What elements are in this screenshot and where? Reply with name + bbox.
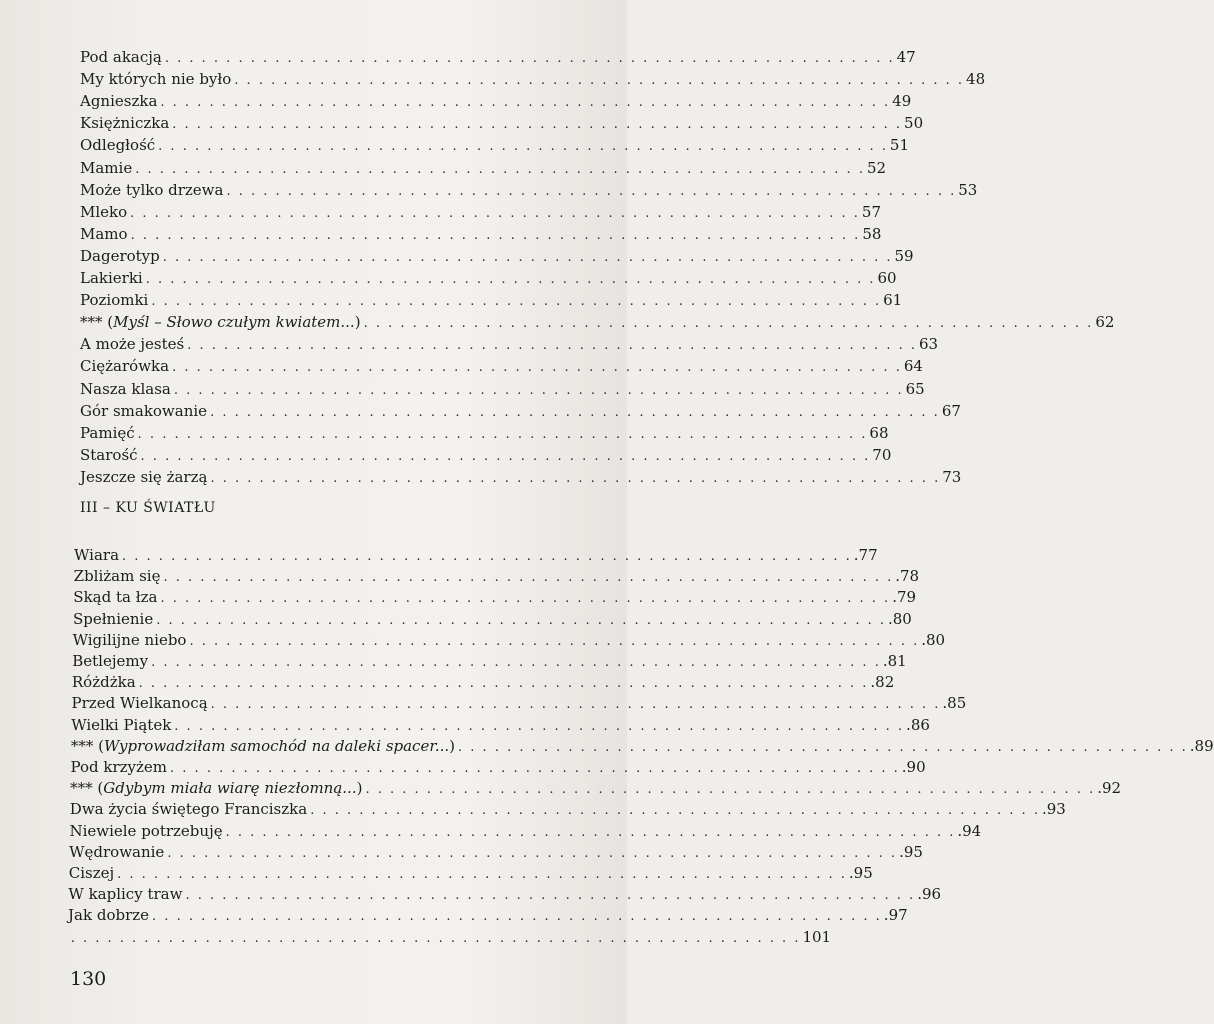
dot-leader: . . . . . . . . . . . . . . . . . . . . . . . . . . . . . . . . . . . . . . . . . . . . . . . . . . . . . . . . . . . .	[458, 739, 1188, 755]
toc-entry	[80, 180, 978, 202]
toc-entry-page: .80	[921, 630, 946, 649]
toc-entry	[80, 445, 892, 467]
toc-entry-title: Niewiele potrzebuję	[69, 821, 223, 840]
toc-entry	[71, 715, 930, 737]
dot-leader: . . . . . . . . . . . . . . . . . . . . . . . . . . . . . . . . . . . . . . . . . . . . . . . . . . . . . . . . . . . .	[210, 697, 941, 713]
toc-entry-title: Różdżka	[71, 673, 136, 692]
toc-entry-page: 63	[918, 335, 939, 354]
toc-entry-page: 61	[883, 291, 903, 310]
toc-entry	[72, 609, 912, 631]
toc-entry-page: 67	[941, 401, 961, 420]
toc-entry	[73, 566, 920, 588]
toc-entry-title	[70, 778, 365, 798]
toc-entry-title: Dwa życia świętego Franciszka	[69, 800, 308, 819]
toc-entry	[74, 545, 878, 567]
toc-entry-page: 48	[966, 70, 986, 89]
toc-entry-title: Odległość	[80, 136, 156, 155]
toc-entry	[71, 672, 895, 694]
toc-entry	[70, 757, 926, 779]
toc-entry-prefix: *** (	[70, 736, 104, 755]
toc-entry-title: Ciężarówka	[80, 357, 170, 376]
toc-entry-title: Zbliżam się	[73, 567, 161, 586]
toc-entry	[69, 842, 923, 864]
toc-entry-page: 65	[905, 379, 925, 398]
dot-leader: . . . . . . . . . . . . . . . . . . . . . . . . . . . . . . . . . . . . . . . . . . . . . . . . . . . . . . . . . . . .	[160, 591, 891, 607]
dot-leader: . . . . . . . . . . . . . . . . . . . . . . . . . . . . . . . . . . . . . . . . . . . . . . . . . . . . . . . . . . . .	[172, 117, 903, 133]
toc-entry-title: Mamo	[80, 224, 128, 243]
toc-entry-page: .80	[887, 609, 912, 628]
toc-entry-page: 57	[861, 202, 881, 221]
toc-entry-page: 49	[892, 92, 912, 111]
dot-leader: . . . . . . . . . . . . . . . . . . . . . . . . . . . . . . . . . . . . . . . . . . . . . . . . . . . . . . . . . . . .	[138, 676, 869, 692]
toc-entry-italic: Myśl – Słowo czułym kwiatem...	[113, 313, 355, 332]
dot-leader: . . . . . . . . . . . . . . . . . . . . . . . . . . . . . . . . . . . . . . . . . . . . . . . . . . . . . . . . . . . .	[234, 73, 965, 89]
toc-entry-page: .96	[917, 885, 942, 904]
toc-entry-page: 52	[866, 158, 887, 177]
toc-entry-title: Wielki Piątek	[71, 715, 172, 734]
toc-entry-suffix: )	[449, 736, 456, 755]
toc-entry	[80, 158, 887, 180]
dot-leader: . . . . . . . . . . . . . . . . . . . . . . . . . . . . . . . . . . . . . . . . . . . . . . . . . . . . . . . . . . . .	[173, 382, 904, 398]
dot-leader: . . . . . . . . . . . . . . . . . . . . . . . . . . . . . . . . . . . . . . . . . . . . . . . . . . . . . . . . . . . .	[130, 227, 861, 243]
dot-leader: . . . . . . . . . . . . . . . . . . . . . . . . . . . . . . . . . . . . . . . . . . . . . . . . . . . . . . . . . . . .	[156, 612, 886, 628]
dot-leader: . . . . . . . . . . . . . . . . . . . . . . . . . . . . . . . . . . . . . . . . . . . . . . . . . . . . . . . . . . . .	[189, 633, 920, 649]
toc-entry	[80, 268, 897, 290]
toc-entry-page: .94	[957, 821, 982, 840]
dot-leader: . . . . . . . . . . . . . . . . . . . . . . . . . . . . . . . . . . . . . . . . . . . . . . . . . . . . . . . . . . . .	[363, 316, 1094, 332]
toc-entry-page: .79	[892, 588, 917, 607]
toc-entry-page: .95	[848, 864, 873, 882]
toc-entry-page: 51	[889, 136, 910, 155]
toc-entry-title: My których nie było	[80, 70, 232, 89]
toc-entry-page: 101	[802, 927, 832, 946]
toc-entry	[68, 927, 832, 949]
toc-entry-title: Jeszcze się żarzą	[80, 467, 208, 486]
toc-entry-page: 47	[896, 48, 916, 66]
toc-entry	[80, 334, 939, 356]
toc-entry	[80, 356, 923, 378]
toc-entry-page: 60	[877, 269, 897, 287]
dot-leader: . . . . . . . . . . . . . . . . . . . . . . . . . . . . . . . . . . . . . . . . . . . . . . . . . . . . . . . . . . . .	[162, 249, 893, 265]
toc-entry-italic: Wyprowadziłam samochód na daleki spacer...	[103, 736, 450, 755]
toc-entry-title: Wiara	[74, 546, 120, 564]
dot-leader: . . . . . . . . . . . . . . . . . . . . . . . . . . . . . . . . . . . . . . . . . . . . . . . . . . . . . . . . . . . .	[172, 360, 902, 376]
toc-entry-page: .81	[882, 652, 907, 670]
toc-entry-title: Skąd ta łza	[73, 588, 158, 607]
dot-leader: . . . . . . . . . . . . . . . . . . . . . . . . . . . . . . . . . . . . . . . . . . . . . . . . . . . . . . . . . . . .	[135, 161, 865, 177]
toc-entry-page: .90	[901, 758, 926, 776]
toc-entry	[80, 135, 910, 157]
dot-leader: . . . . . . . . . . . . . . . . . . . . . . . . . . . . . . . . . . . . . . . . . . . . . . . . . . . . . . . . . . . .	[210, 404, 940, 420]
toc-entry-title	[71, 736, 458, 756]
toc-entry-suffix: )	[356, 779, 363, 798]
toc-entry	[80, 91, 912, 113]
toc-entry-page: .85	[942, 694, 967, 713]
dot-leader: . . . . . . . . . . . . . . . . . . . . . . . . . . . . . . . . . . . . . . . . . . . . . . . . . . . . . . . . . . . .	[130, 205, 860, 221]
toc-entry	[80, 202, 881, 224]
toc-entry	[80, 47, 916, 69]
toc-entry	[80, 467, 962, 489]
toc-entry	[80, 224, 882, 246]
toc-entry	[68, 863, 873, 885]
toc-entry-title: A może jesteś	[80, 335, 185, 354]
dot-leader: . . . . . . . . . . . . . . . . . . . . . . . . . . . . . . . . . . . . . . . . . . . . . . . . . . . . . . . . . . . .	[310, 803, 1040, 819]
toc-entry-title: W kaplicy traw	[68, 885, 183, 904]
toc-entry-page: 73	[942, 467, 962, 486]
toc-entry-title	[80, 312, 364, 332]
page-number: 130	[70, 968, 107, 990]
toc-entry-title: Lakierki	[80, 269, 143, 287]
toc-entry-page: .77	[853, 546, 878, 564]
toc-entry-prefix: *** (	[80, 313, 114, 332]
toc-entry-page: 70	[872, 445, 892, 464]
toc-entry	[80, 401, 961, 423]
toc-entry-italic: Gdybym miała wiarę niezłomną...	[103, 779, 357, 798]
toc-entry-title: Wędrowanie	[69, 842, 165, 861]
toc-entry-suffix: )	[354, 313, 361, 332]
toc-entry-page: .89	[1189, 736, 1214, 755]
toc-entry-title: Mleko	[80, 202, 128, 221]
toc-entry-title: Wigilijne niebo	[72, 630, 187, 649]
toc-entry-title: Starość	[80, 445, 138, 464]
toc-entry-title: Spełnienie	[72, 609, 154, 628]
toc-entry	[70, 778, 1122, 800]
toc-entry-page: .97	[883, 906, 908, 925]
toc-entry	[80, 290, 903, 312]
toc-entry	[80, 423, 889, 445]
dot-leader: . . . . . . . . . . . . . . . . . . . . . . . . . . . . . . . . . . . . . . . . . . . . . . . . . . . . . . . . . . . .	[145, 272, 876, 287]
dot-leader: . . . . . . . . . . . . . . . . . . . . . . . . . . . . . . . . . . . . . . . . . . . . . . . . . . . . . . . . . . . .	[152, 909, 882, 925]
toc-entry-page: .93	[1041, 800, 1066, 819]
toc-entry	[72, 651, 907, 673]
toc-entry-title: Ciszej	[68, 864, 115, 882]
toc-entry	[80, 69, 986, 91]
dot-leader: . . . . . . . . . . . . . . . . . . . . . . . . . . . . . . . . . . . . . . . . . . . . . . . . . . . . . . . . . . . .	[174, 718, 905, 734]
dot-leader: . . . . . . . . . . . . . . . . . . . . . . . . . . . . . . . . . . . . . . . . . . . . . . . . . . . . . . . . . . . .	[151, 294, 882, 310]
toc-entry-page: 58	[862, 224, 882, 243]
toc-entry-page: .82	[870, 673, 895, 692]
toc-entry-page: 64	[903, 357, 923, 376]
toc-entry-title: Betlejemy	[72, 652, 149, 670]
toc-entry-title: Pamięć	[80, 423, 135, 442]
toc-entry	[80, 312, 1115, 334]
toc-entry-prefix: *** (	[70, 779, 104, 798]
toc-entry	[80, 246, 914, 268]
dot-leader: . . . . . . . . . . . . . . . . . . . . . . . . . . . . . . . . . . . . . . . . . . . . . . . . . . . . . . . . . . . .	[137, 426, 868, 442]
toc-entry-title: Nasza klasa	[80, 379, 171, 398]
dot-leader: . . . . . . . . . . . . . . . . . . . . . . . . . . . . . . . . . . . . . . . . . . . . . . . . . . . . . . . . . . . .	[187, 338, 917, 354]
toc-entry	[80, 379, 925, 401]
toc-entry-title: Mamie	[80, 158, 133, 177]
dot-leader: . . . . . . . . . . . . . . . . . . . . . . . . . . . . . . . . . . . . . . . . . . . . . . . . . . . . . . . . . . . .	[151, 655, 881, 670]
toc-entry-title: Gór smakowanie	[80, 401, 208, 420]
dot-leader: . . . . . . . . . . . . . . . . . . . . . . . . . . . . . . . . . . . . . . . . . . . . . . . . . . . . . . . . . . . .	[164, 51, 895, 66]
toc-entry-page: 68	[869, 423, 889, 442]
toc-entry	[71, 693, 967, 715]
dot-leader: . . . . . . . . . . . . . . . . . . . . . . . . . . . . . . . . . . . . . . . . . . . . . . . . . . . . . . . . . . . .	[185, 888, 916, 904]
toc-entry-title: Pod akacją	[80, 48, 162, 66]
dot-leader: . . . . . . . . . . . . . . . . . . . . . . . . . . . . . . . . . . . . . . . . . . . . . . . . . . . . . . . . . . . .	[167, 845, 898, 861]
toc-entry-title: Poziomki	[80, 291, 149, 310]
dot-leader: . . . . . . . . . . . . . . . . . . . . . . . . . . . . . . . . . . . . . . . . . . . . . . . . . . . . . . . . . . . .	[225, 824, 956, 840]
dot-leader: . . . . . . . . . . . . . . . . . . . . . . . . . . . . . . . . . . . . . . . . . . . . . . . . . . . . . . . . . . . .	[210, 470, 941, 486]
dot-leader: . . . . . . . . . . . . . . . . . . . . . . . . . . . . . . . . . . . . . . . . . . . . . . . . . . . . . . . . . . . .	[170, 761, 900, 776]
toc-entry-page: .78	[895, 567, 920, 586]
dot-leader: . . . . . . . . . . . . . . . . . . . . . . . . . . . . . . . . . . . . . . . . . . . . . . . . . . . . . . . . . . . .	[70, 930, 801, 946]
dot-leader: . . . . . . . . . . . . . . . . . . . . . . . . . . . . . . . . . . . . . . . . . . . . . . . . . . . . . . . . . . . .	[160, 95, 891, 111]
toc-entry	[69, 821, 982, 843]
toc-entry	[68, 884, 942, 906]
dot-leader: . . . . . . . . . . . . . . . . . . . . . . . . . . . . . . . . . . . . . . . . . . . . . . . . . . . . . . . . . . . .	[365, 782, 1096, 798]
dot-leader: . . . . . . . . . . . . . . . . . . . . . . . . . . . . . . . . . . . . . . . . . . . . . . . . . . . . . . . . . . . .	[140, 448, 871, 464]
toc-entry-title: Księżniczka	[80, 114, 170, 133]
toc-entry	[68, 905, 908, 927]
toc-entry-page: 50	[904, 114, 924, 133]
toc-entry-page: 62	[1095, 313, 1115, 332]
toc-entry-title: Może tylko drzewa	[80, 180, 224, 199]
toc-entry-title: Agnieszka	[80, 92, 158, 111]
toc-entry-title: Dagerotyp	[80, 246, 160, 265]
toc-entry-page: 53	[958, 180, 978, 199]
dot-leader: . . . . . . . . . . . . . . . . . . . . . . . . . . . . . . . . . . . . . . . . . . . . . . . . . . . . . . . . . . . .	[122, 549, 852, 564]
section-heading: III – KU ŚWIATŁU	[80, 500, 216, 516]
toc-entry-title: Jak dobrze	[68, 906, 150, 925]
toc-entry	[80, 113, 924, 135]
toc-entry-title: Przed Wielkanocą	[71, 694, 208, 713]
toc-entry-page: .95	[899, 842, 923, 861]
dot-leader: . . . . . . . . . . . . . . . . . . . . . . . . . . . . . . . . . . . . . . . . . . . . . . . . . . . . . . . . . . . .	[226, 183, 957, 199]
toc-entry-page: .92	[1097, 779, 1122, 798]
toc-entry	[73, 587, 917, 609]
toc-entry	[69, 799, 1066, 821]
dot-leader: . . . . . . . . . . . . . . . . . . . . . . . . . . . . . . . . . . . . . . . . . . . . . . . . . . . . . . . . . . . .	[163, 570, 894, 586]
dot-leader: . . . . . . . . . . . . . . . . . . . . . . . . . . . . . . . . . . . . . . . . . . . . . . . . . . . . . . . . . . . .	[158, 139, 888, 155]
toc-entry-page: .86	[906, 715, 930, 734]
dot-leader: . . . . . . . . . . . . . . . . . . . . . . . . . . . . . . . . . . . . . . . . . . . . . . . . . . . . . . . . . . . .	[117, 867, 847, 882]
toc-entry	[70, 736, 1214, 758]
toc-entry-title: Pod krzyżem	[70, 758, 168, 776]
toc-entry	[72, 630, 946, 652]
toc-entry-page: 59	[894, 246, 914, 265]
